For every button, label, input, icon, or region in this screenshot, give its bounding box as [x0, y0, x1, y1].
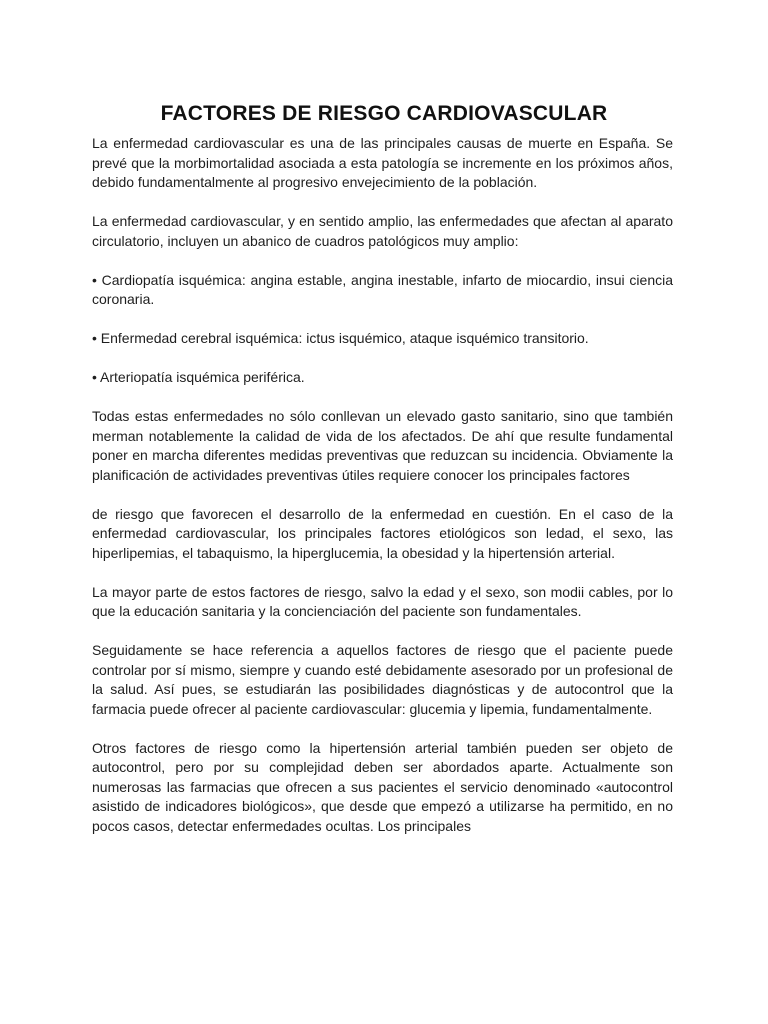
bullet-cerebral: • Enfermedad cerebral isquémica: ictus isquémico, ataque isquémico transitorio.	[92, 330, 589, 346]
paragraph-modifiable: La mayor parte de estos factores de riesgo, salvo la edad y el sexo, son modii cables, por lo que la educación sanitaria y la concienciación del paciente son fundamentales.	[92, 583, 673, 619]
paragraph-intro: La enfermedad cardiovascular es una de las principales causas de muerte en España. Se prevé que la morbimortalidad asociada a esta patología se incremente en los próximos años, debido fundamentalmente al progresivo envejecimiento de la población.	[92, 135, 673, 190]
paragraph-scope: La enfermedad cardiovascular, y en sentido amplio, las enfermedades que afectan al aparato circulatorio, incluyen un abanico de cuadros patológicos muy amplio:	[92, 213, 673, 249]
bullet-arteriopatia: • Arteriopatía isquémica periférica.	[92, 369, 305, 385]
paragraph-other-factors: Otros factores de riesgo como la hipertensión arterial también pueden ser objeto de autocontrol, pero por su complejidad deben ser abordados aparte. Actualmente son numerosas las farmacias que ofrecen a sus pacientes el servicio denominado «autocontrol asistido de indicadores biológicos», que desde que empezó a utilizarse ha permitido, en no pocos casos, detectar enfermedades ocultas. Los principales	[92, 739, 673, 834]
paragraph-costs: Todas estas enfermedades no sólo conllevan un elevado gasto sanitario, sino que también merman notablemente la calidad de vida de los afectados. De ahí que resulte fundamental poner en marcha diferentes medidas preventivas que reduzcan su incidencia. Obviamente la planificación de actividades preventivas útiles requiere conocer los principales factores	[92, 408, 673, 483]
document-body	[92, 134, 673, 856]
paragraph-self-control: Seguidamente se hace referencia a aquellos factores de riesgo que el paciente puede controlar por sí mismo, siempre y cuando esté debidamente asesorado por un profesional de la salud. Así pues, se estudiarán las posibilidades diagnósticas y de autocontrol que la farmacia puede ofrecer al paciente cardiovascular: glucemia y lipemia, fundamentalmente.	[92, 642, 673, 717]
paragraph-risk-factors: de riesgo que favorecen el desarrollo de la enfermedad en cuestión. En el caso de la enfermedad cardiovascular, los principales factores etiológicos son ledad, el sexo, las hiperlipemias, el tabaquismo, la hiperglucemia, la obesidad y la hipertensión arterial.	[92, 505, 673, 561]
page-title: FACTORES DE RIESGO CARDIOVASCULAR	[160, 102, 608, 126]
bullet-cardiopatia: • Cardiopatía isquémica: angina estable, angina inestable, infarto de miocardio, insui ciencia coronaria.	[92, 271, 673, 307]
